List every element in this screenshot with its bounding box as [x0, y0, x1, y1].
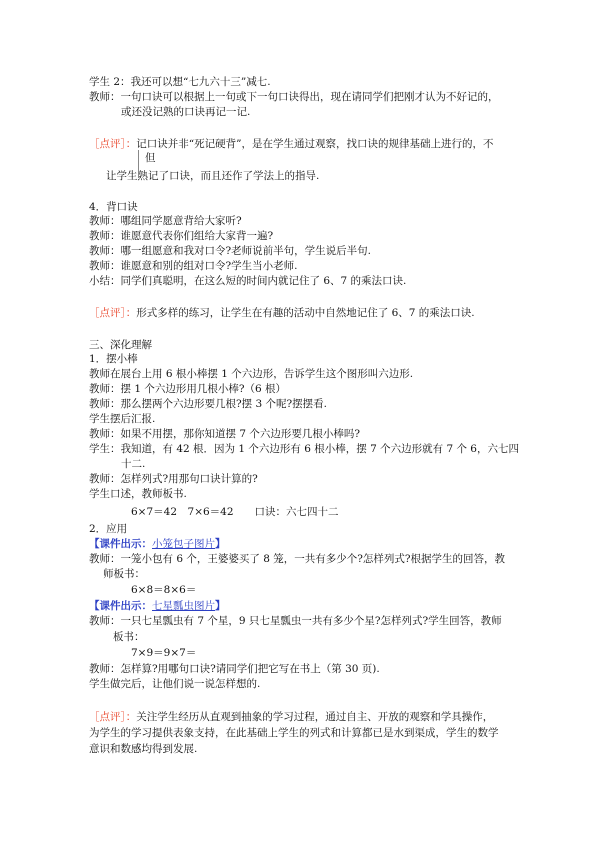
courseware-label: 【课件出示：	[89, 600, 152, 612]
text-line: 教师：谁愿意代表你们组给大家背一遍?	[89, 230, 274, 242]
text-line: 教师：怎样算?用哪句口诀?请同学们把它写在书上（第 30 页).	[89, 663, 380, 675]
courseware-note	[89, 537, 226, 551]
text-line: 但	[145, 152, 156, 164]
text-line: 十二.	[121, 458, 146, 470]
text-line: 意识和数感均得到发展.	[89, 743, 198, 755]
subsection-heading: 2．应用	[89, 523, 128, 535]
text-line: 板书：	[113, 631, 145, 643]
text-line: 让学生熟记了口诀，而且还作了学法上的指导.	[106, 170, 320, 182]
text-line: 学生：我知道，有 42 根．因为 1 个六边形有 6 根小棒，摆 7 个六边形就有 7 个 6，六七四	[89, 443, 519, 455]
text-line: 教师：那么摆两个六边形要几根?摆 3 个呢?摆摆看.	[89, 398, 327, 410]
comment-block	[89, 137, 493, 151]
comment-text: 关注学生经历从直观到抽象的学习过程，通过自主、开放的观察和学具操作，	[136, 711, 494, 723]
formula: 6×7＝42 7×6＝42 口诀：六七四十二	[131, 506, 339, 518]
courseware-bracket: 】	[215, 538, 226, 550]
comment-tag: ［点评］：	[89, 711, 137, 723]
courseware-note	[89, 599, 226, 613]
comment-text: 形式多样的练习，让学生在有趣的活动中自然地记住了 6、7 的乘法口诀.	[136, 307, 475, 319]
text-line: 教师：摆 1 个六边形用几根小棒?（6 根）	[89, 383, 287, 395]
subsection-heading: 1．摆小棒	[89, 353, 138, 365]
section-heading: 4．背口诀	[89, 201, 138, 213]
text-line: 小结：同学们真聪明，在这么短的时间内就记住了 6、7 的乘法口诀.	[89, 275, 407, 287]
comment-tag: ［点评］：	[89, 138, 137, 150]
text-line: 教师：哪组同学愿意背给大家听?	[89, 215, 242, 227]
courseware-link[interactable]: 七星瓢虫图片	[152, 600, 215, 612]
text-line: 教师：谁愿意和别的组对口令?学生当小老师.	[89, 260, 298, 272]
courseware-link[interactable]: 小笼包子图片	[152, 538, 215, 550]
text-line: 学生摆后汇报.	[89, 413, 156, 425]
text-line: 师板书：	[103, 568, 145, 580]
comment-text: 记口诀并非“死记硬背”，是在学生通过观察，找口诀的规律基础上进行的，不	[136, 138, 494, 150]
comment-block	[89, 710, 493, 724]
text-line: 教师：一句口诀可以根据上一句或下一句口诀得出，现在请同学们把刚才认为不好记的，	[89, 91, 499, 103]
text-line: 教师：一只七星瓢虫有 7 个星，9 只七星瓢虫一共有多少个星?怎样列式?学生回答，教师	[89, 615, 502, 627]
text-line: 学生做完后，让他们说一说怎样想的.	[89, 678, 261, 690]
text-line: 教师：哪一组愿意和我对口令?老师说前半句，学生说后半句.	[89, 245, 371, 257]
text-line: 教师：怎样列式?用那句口诀计算的?	[89, 473, 258, 485]
comment-block	[89, 306, 475, 320]
text-line: 或还没记熟的口诀再记一记.	[121, 106, 251, 118]
formula: 7×9＝9×7＝	[131, 647, 197, 659]
text-line: 学生口述，教师板书.	[89, 488, 187, 500]
courseware-bracket: 】	[215, 600, 226, 612]
courseware-label: 【课件出示：	[89, 538, 152, 550]
text-line: 教师：一笼小包有 6 个，王婆婆买了 8 笼，一共有多少个?怎样列式?根据学生的回答，教	[89, 553, 505, 565]
text-line: 教师在展台上用 6 根小棒摆 1 个六边形，告诉学生这个图形叫六边形.	[89, 368, 414, 380]
comment-divider	[138, 150, 140, 178]
comment-tag: ［点评］：	[89, 307, 137, 319]
formula: 6×8＝8×6＝	[131, 584, 197, 596]
text-line: 为学生的学习提供表象支持，在此基础上学生的列式和计算都已是水到渠成，学生的数学	[89, 727, 499, 739]
text-line: 教师：如果不用摆，那你知道摆 7 个六边形要几根小棒吗?	[89, 428, 360, 440]
text-line: 学生 2：我还可以想“七九六十三”减七.	[89, 76, 271, 88]
section-heading: 三、深化理解	[89, 339, 152, 351]
